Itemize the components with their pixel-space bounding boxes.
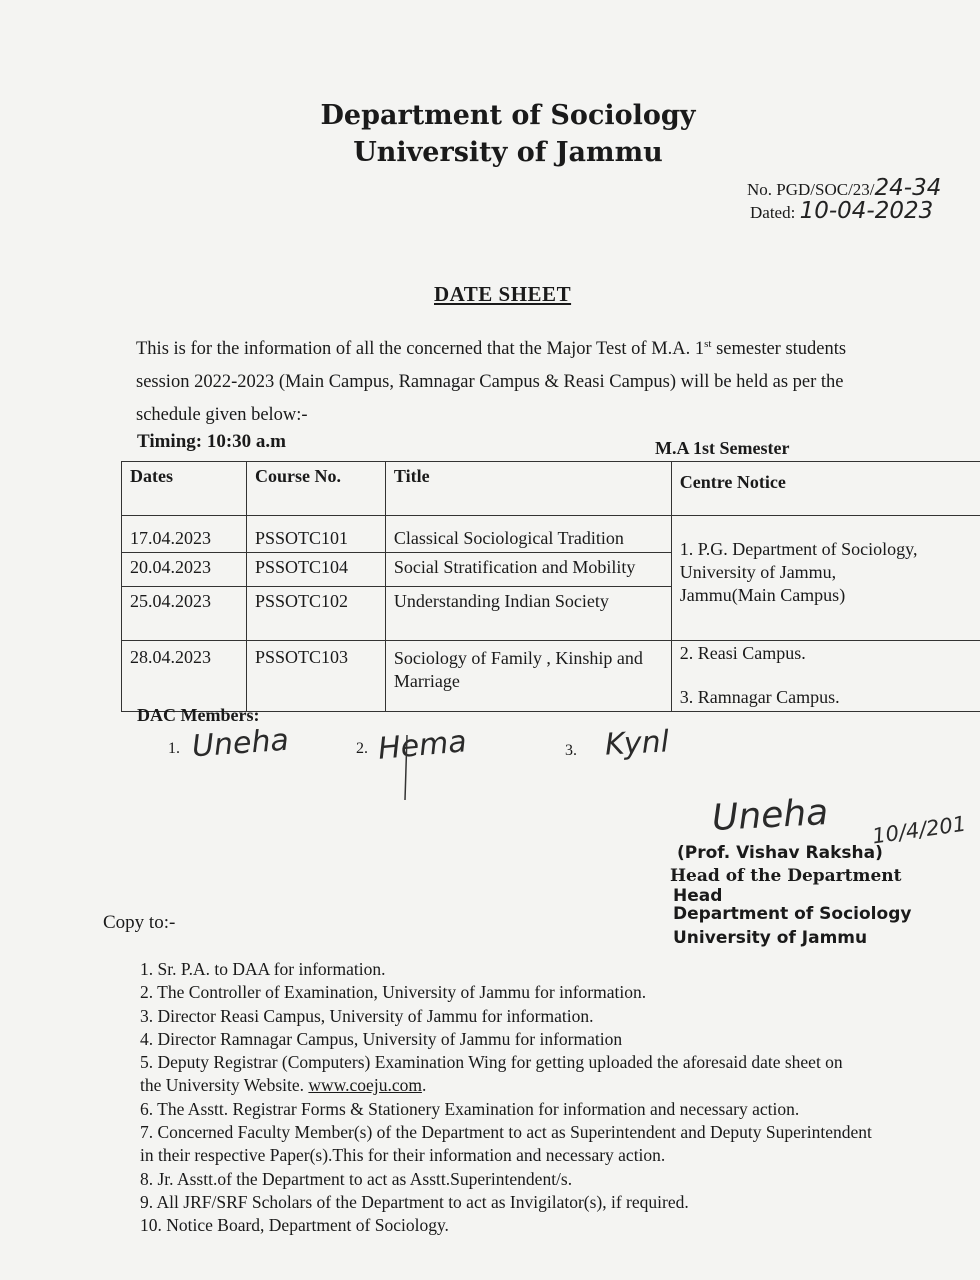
list-item: 5. Deputy Registrar (Computers) Examination Wing for getting uploaded the aforesaid date sheet on [140, 1052, 843, 1073]
row-date: 20.04.2023 [122, 553, 247, 587]
dac-member-3-number: 3. [565, 742, 577, 759]
list-item-text: the University Website. [140, 1075, 305, 1096]
intro-text-2: semester students [711, 339, 847, 360]
row-date: 28.04.2023 [122, 641, 247, 712]
intro-text-1: This is for the information of all the concerned that the Major Test of M.A. 1 [136, 339, 705, 360]
copy-to-list [140, 958, 980, 1238]
intro-superscript: st [704, 338, 712, 350]
row-date: 25.04.2023 [122, 587, 247, 641]
hod-signature-date: 10/4/201 [870, 811, 968, 849]
copy-to-label: Copy to:- [103, 912, 176, 933]
dac-member-3-signature: Kynl [604, 724, 670, 763]
centre-cell-others [671, 641, 980, 712]
centre-cell-main [671, 516, 980, 641]
intro-line-2: session 2022-2023 (Main Campus, Ramnagar Campus & Reasi Campus) will be held as per the [136, 372, 844, 393]
intro-paragraph [136, 328, 914, 432]
row-title: Classical Sociological Tradition [385, 516, 671, 553]
row-course: PSSOTC101 [246, 516, 385, 553]
list-item: 6. The Asstt. Registrar Forms & Stationery Examination for information and necessary action. [140, 1098, 800, 1119]
list-item: 2. The Controller of Examination, University of Jammu for information. [140, 982, 647, 1003]
university-name: University of Jammu [353, 137, 663, 168]
header-course-no: Course No. [246, 462, 385, 516]
header-centre-notice: Centre Notice [671, 462, 980, 516]
list-item-period: . [421, 1075, 427, 1096]
list-item: 1. Sr. P.A. to DAA for information. [140, 959, 386, 979]
centre-line-2: University of Jammu, [679, 562, 837, 582]
row-date: 17.04.2023 [122, 516, 247, 553]
department-name: Department of Sociology [320, 100, 696, 131]
centre-ramnagar: 3. Ramnagar Campus. [679, 687, 840, 707]
list-item: 10. Notice Board, Department of Sociology. [140, 1215, 449, 1236]
signatory-designation: Head of the Department [670, 866, 902, 886]
dac-member-2-number: 2. [356, 740, 368, 757]
timing: Timing: 10:30 a.m [137, 431, 287, 452]
table-row [122, 516, 980, 553]
intro-line-1 [136, 328, 914, 366]
list-item: 4. Director Ramnagar Campus, University of Jammu for information [140, 1028, 623, 1049]
centre-reasi: 2. Reasi Campus. [679, 643, 806, 663]
list-item [140, 1074, 980, 1097]
hod-signature: Uneha [711, 791, 830, 840]
row-title: Sociology of Family , Kinship and Marriage [385, 641, 671, 712]
document-title: DATE SHEET [434, 282, 572, 306]
centre-main-campus [680, 538, 972, 607]
list-item: in their respective Paper(s).This for their information and necessary action. [140, 1145, 666, 1166]
semester-label: M.A 1st Semester [655, 438, 790, 458]
dated-line [750, 198, 933, 224]
row-course: PSSOTC104 [246, 553, 385, 587]
table-header-row [122, 462, 980, 516]
reference-label: No. PGD/SOC/23/ [747, 180, 875, 199]
list-item: 7. Concerned Faculty Member(s) of the Department to act as Superintendent and Deputy Superintendent [140, 1122, 872, 1143]
row-title: Understanding Indian Society [385, 587, 671, 641]
dated-handwritten: 10-04-2023 [799, 198, 934, 224]
header-dates: Dates [122, 462, 247, 516]
row-title: Social Stratification and Mobility [385, 553, 671, 587]
header-title: Title [385, 462, 671, 516]
stamp-university: University of Jammu [673, 928, 868, 948]
intro-line-3: schedule given below:- [136, 405, 308, 426]
reference-handwritten: 24-34 [874, 175, 942, 201]
dac-member-2-signature: Hema [376, 724, 468, 767]
signatory-name: (Prof. Vishav Raksha) [677, 843, 883, 863]
stamp-head: Head [673, 886, 723, 906]
list-item: 8. Jr. Asstt.of the Department to act as Asstt.Superintendent/s. [140, 1168, 573, 1189]
centre-line-3: Jammu(Main Campus) [679, 585, 846, 605]
dated-label: Dated: [750, 203, 796, 222]
dac-members-label: DAC Members: [137, 705, 260, 725]
list-item: 3. Director Reasi Campus, University of Jammu for information. [140, 1005, 594, 1026]
list-item: 9. All JRF/SRF Scholars of the Department to act as Invigilator(s), if required. [140, 1191, 689, 1212]
row-course: PSSOTC103 [246, 641, 385, 712]
dac-member-1-number: 1. [168, 740, 180, 757]
stamp-department: Department of Sociology [673, 904, 912, 924]
dac-member-1-signature: Uneha [190, 722, 290, 765]
centre-line-1: 1. P.G. Department of Sociology, [679, 539, 918, 559]
table-row [122, 641, 980, 712]
row-course: PSSOTC102 [246, 587, 385, 641]
signature-stroke [395, 730, 425, 805]
date-sheet-table [121, 461, 980, 712]
website-link[interactable]: www.coeju.com [308, 1075, 422, 1096]
